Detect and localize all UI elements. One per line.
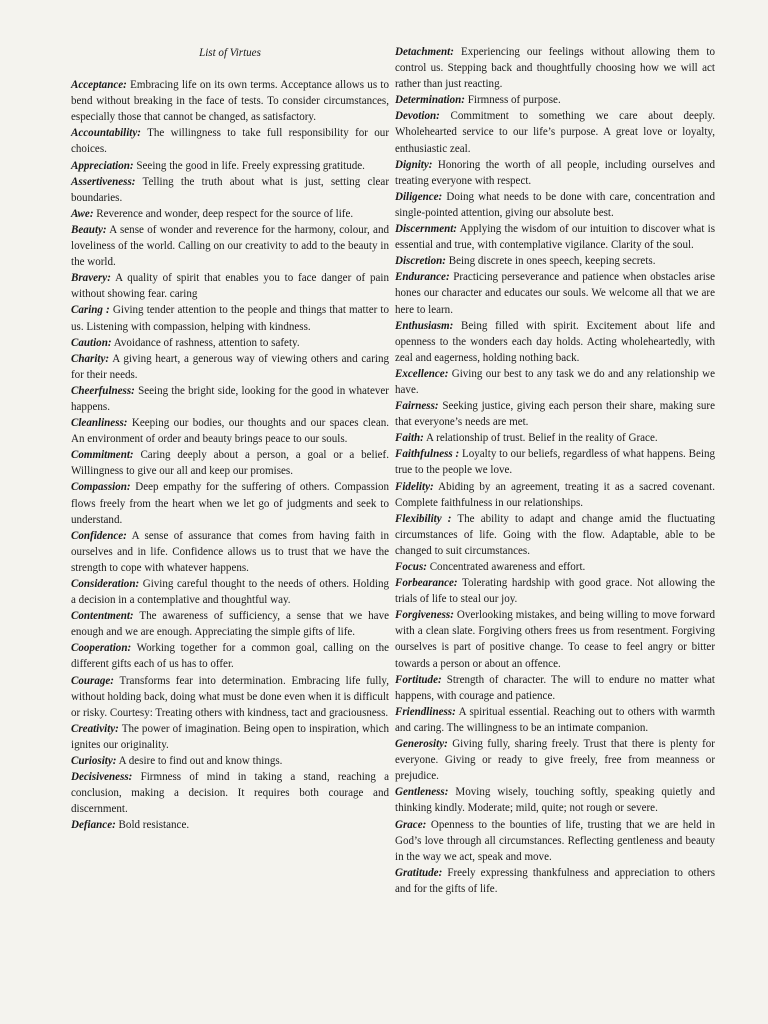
virtue-entry bbox=[71, 576, 389, 608]
virtue-definition: Caring deeply about a person, a goal or a belief. Willingness to give our all and keep our promises. bbox=[71, 449, 389, 478]
virtue-term: Caring : bbox=[71, 304, 110, 317]
virtue-definition: Working together for a common goal, calling on the different gifts each of us has to offer. bbox=[71, 642, 390, 671]
virtue-term: Accountability: bbox=[71, 127, 141, 140]
virtue-definition: The ability to adapt and change amid the fluctuating circumstances of life. Going with the flow. Adaptable, able to be changed to suit circumstances. bbox=[395, 512, 716, 557]
virtue-entry bbox=[395, 398, 715, 430]
virtue-entry bbox=[395, 784, 715, 816]
virtue-entry bbox=[71, 206, 389, 222]
left-column bbox=[71, 44, 389, 897]
virtue-entry bbox=[395, 269, 715, 317]
virtue-definition: Seeing the bright side, looking for the good in whatever happens. bbox=[71, 384, 389, 413]
virtue-term: Enthusiasm: bbox=[395, 319, 454, 332]
virtue-definition: A quality of spirit that enables you to face danger of pain without showing fear. caring bbox=[71, 272, 390, 301]
virtue-term: Determination: bbox=[395, 94, 465, 107]
virtue-definition: Giving careful thought to the needs of others. Holding a decision in a contemplative and thoughtful way. bbox=[71, 578, 389, 607]
virtue-definition: Telling the truth about what is just, setting clear boundaries. bbox=[71, 175, 390, 204]
virtue-entry bbox=[395, 366, 715, 398]
virtue-entry bbox=[71, 721, 389, 753]
virtue-term: Detachment: bbox=[395, 46, 454, 58]
virtue-term: Bravery: bbox=[71, 272, 111, 285]
virtue-term: Gentleness: bbox=[395, 786, 449, 799]
virtue-entry bbox=[71, 174, 389, 206]
virtue-definition: The power of imagination. Being open to inspiration, which ignites our originality. bbox=[71, 722, 389, 751]
virtue-term: Contentment: bbox=[71, 610, 134, 623]
virtue-definition: Giving our best to any task we do and any relationship we have. bbox=[395, 367, 715, 396]
virtue-entry bbox=[71, 270, 389, 302]
virtue-term: Generosity: bbox=[395, 738, 448, 751]
virtue-term: Consideration: bbox=[71, 578, 140, 590]
virtue-definition: Being filled with spirit. Excitement about life and openness to the wonders each day holds. Acting wholeheartedly, with zeal and eagerness, holding nothing back. bbox=[395, 319, 715, 364]
virtue-entry bbox=[71, 415, 389, 447]
virtue-entry bbox=[71, 817, 389, 833]
virtue-entry bbox=[395, 430, 715, 446]
virtue-definition: Moving wisely, touching softly, speaking quietly and thinking kindly. Moderate; mild, quite; not rough or severe. bbox=[395, 786, 715, 815]
virtue-term: Fortitude: bbox=[395, 673, 442, 686]
virtue-definition: Giving tender attention to the people and things that matter to us. Listening with compassion, helping with kindness. bbox=[71, 304, 389, 333]
virtue-entry bbox=[395, 479, 715, 511]
virtue-term: Commitment: bbox=[71, 449, 134, 462]
virtue-term: Cheerfulness: bbox=[71, 384, 135, 397]
virtue-entry bbox=[395, 44, 715, 92]
virtue-entry bbox=[71, 640, 389, 672]
virtue-term: Assertiveness: bbox=[71, 175, 136, 188]
virtue-term: Awe: bbox=[71, 207, 94, 220]
virtue-entry bbox=[71, 77, 389, 125]
virtue-definition: Bold resistance. bbox=[118, 819, 190, 832]
virtue-term: Fidelity: bbox=[395, 480, 434, 493]
virtue-definition: Embracing life on its own terms. Acceptance allows us to bend without breaking in the face of tests. To consider circumstances, especially those that cannot be changed, as satisfactory. bbox=[71, 79, 390, 124]
virtue-term: Caution: bbox=[71, 336, 112, 349]
virtue-entry bbox=[71, 222, 389, 270]
virtue-term: Discernment: bbox=[395, 223, 457, 236]
virtue-definition: Seeing the good in life. Freely expressing gratitude. bbox=[136, 159, 365, 172]
right-column bbox=[395, 44, 715, 897]
virtue-entry bbox=[395, 672, 715, 704]
virtue-term: Focus: bbox=[395, 561, 427, 573]
virtue-term: Excellence: bbox=[395, 367, 449, 380]
virtue-term: Forgiveness: bbox=[395, 609, 454, 622]
virtue-entry bbox=[71, 351, 389, 383]
virtue-definition: Firmness of mind in taking a stand, reaching a conclusion, making a decision. It requires both courage and discernment. bbox=[71, 771, 389, 816]
virtue-term: Curiosity: bbox=[71, 755, 117, 768]
virtue-definition: Experiencing our feelings without allowing them to control us. Stepping back and thoughtfully choosing how we will act rather than just reacting. bbox=[395, 46, 715, 91]
virtue-term: Dignity: bbox=[395, 158, 433, 171]
virtue-term: Faith: bbox=[395, 432, 424, 445]
virtue-definition: Reverence and wonder, deep respect for the source of life. bbox=[96, 207, 354, 220]
page-title: List of Virtues bbox=[199, 47, 261, 59]
virtue-term: Cleanliness: bbox=[71, 417, 128, 430]
virtue-entry bbox=[71, 125, 389, 157]
virtue-definition: Practicing perseverance and patience when obstacles arise hones our character and educates our souls. We welcome all that we are here to learn. bbox=[395, 271, 715, 316]
virtue-entry bbox=[71, 769, 389, 817]
virtue-definition: Loyalty to our beliefs, regardless of what happens. Being true to the people we love. bbox=[395, 448, 715, 477]
virtue-entry bbox=[395, 253, 715, 269]
virtue-term: Courage: bbox=[71, 674, 114, 687]
virtue-term: Grace: bbox=[395, 818, 427, 831]
virtue-entry bbox=[395, 511, 715, 559]
right-entry-list bbox=[395, 44, 715, 897]
virtue-entry bbox=[71, 383, 389, 415]
virtue-term: Gratitude: bbox=[395, 866, 443, 879]
virtue-definition: Transforms fear into determination. Embracing life fully, without holding back, doing what must be done even when it is difficult or risky. Courtesy: Treating others with kindness, tact and graciousness. bbox=[71, 674, 390, 719]
virtue-entry bbox=[395, 189, 715, 221]
virtue-entry bbox=[395, 865, 715, 897]
virtue-definition: Overlooking mistakes, and being willing to move forward with a clean slate. Forgiving others frees us from resentment. Forgiving ourselves is part of positive change. To cease to feel angry or bitter towards a person or about an offence. bbox=[395, 609, 716, 670]
virtue-entry bbox=[71, 158, 389, 174]
virtue-definition: A sense of assurance that comes from having faith in ourselves and in life. Confidence allows us to trust that we have the strength to cope with whatever happens. bbox=[71, 529, 389, 574]
virtue-term: Forbearance: bbox=[395, 577, 458, 590]
virtue-definition: Deep empathy for the suffering of others. Compassion flows freely from the heart when we let go of judgments and seek to understand. bbox=[71, 481, 389, 526]
virtue-term: Acceptance: bbox=[71, 79, 127, 92]
virtue-term: Confidence: bbox=[71, 529, 127, 542]
virtue-term: Faithfulness : bbox=[395, 448, 460, 461]
virtue-entry bbox=[395, 108, 715, 156]
virtue-term: Devotion: bbox=[395, 110, 440, 123]
virtue-entry bbox=[71, 528, 389, 576]
virtue-entry bbox=[395, 607, 715, 671]
virtue-entry bbox=[71, 673, 389, 721]
virtue-definition: Honoring the worth of all people, including ourselves and treating everyone with respect. bbox=[395, 158, 716, 187]
virtue-term: Decisiveness: bbox=[71, 771, 133, 784]
virtue-entry bbox=[395, 221, 715, 253]
left-entry-list bbox=[71, 77, 389, 833]
virtue-term: Endurance: bbox=[395, 271, 450, 284]
virtue-term: Charity: bbox=[71, 352, 110, 365]
virtue-entry bbox=[395, 575, 715, 607]
virtue-term: Flexibility : bbox=[395, 512, 452, 525]
virtue-entry bbox=[395, 446, 715, 478]
virtue-entry bbox=[395, 736, 715, 784]
virtue-definition: A giving heart, a generous way of viewing others and caring for their needs. bbox=[71, 352, 389, 381]
virtue-entry bbox=[71, 335, 389, 351]
virtue-entry bbox=[71, 447, 389, 479]
virtue-term: Defiance: bbox=[71, 819, 116, 832]
virtue-term: Diligence: bbox=[395, 190, 443, 203]
virtue-definition: Seeking justice, giving each person their share, making sure that everyone’s needs are met. bbox=[395, 400, 715, 429]
virtue-entry bbox=[395, 157, 715, 189]
virtue-definition: Concentrated awareness and effort. bbox=[429, 561, 586, 573]
virtue-definition: A desire to find out and know things. bbox=[118, 755, 283, 768]
virtue-term: Discretion: bbox=[395, 255, 446, 268]
virtue-definition: A relationship of trust. Belief in the reality of Grace. bbox=[426, 432, 658, 445]
virtue-entry bbox=[71, 302, 389, 334]
virtue-definition: Being discrete in ones speech, keeping secrets. bbox=[448, 255, 656, 268]
virtue-definition: Strength of character. The will to endure no matter what happens, with courage and patience. bbox=[395, 673, 716, 702]
virtue-term: Fairness: bbox=[395, 400, 439, 413]
virtue-entry bbox=[395, 559, 715, 575]
virtue-term: Compassion: bbox=[71, 481, 131, 494]
virtue-entry bbox=[71, 753, 389, 769]
virtue-entry bbox=[395, 318, 715, 366]
virtue-definition: Doing what needs to be done with care, concentration and single-pointed attention, giving our absolute best. bbox=[395, 190, 715, 219]
virtue-definition: A sense of wonder and reverence for the harmony, colour, and loveliness of the world. Calling on our creativity to add to the beauty in the world. bbox=[71, 223, 390, 269]
virtue-definition: Abiding by an agreement, treating it as a sacred covenant. Complete faithfulness in our relationships. bbox=[395, 480, 715, 509]
virtue-entry bbox=[395, 92, 715, 108]
virtue-definition: Commitment to something we care about deeply. Wholehearted service to our life’s purpose. A great love or loyalty, enthusiastic zeal. bbox=[395, 110, 716, 155]
virtue-term: Creativity: bbox=[71, 722, 119, 735]
virtue-term: Friendliness: bbox=[395, 705, 456, 718]
virtue-entry bbox=[71, 479, 389, 527]
virtue-definition: Firmness of purpose. bbox=[467, 94, 561, 107]
two-column-layout bbox=[71, 44, 716, 897]
virtue-definition: Avoidance of rashness, attention to safety. bbox=[113, 336, 300, 349]
virtue-definition: Freely expressing thankfulness and appreciation to others and for the gifts of life. bbox=[395, 866, 715, 895]
virtue-entry bbox=[395, 817, 715, 865]
virtue-entry bbox=[71, 608, 389, 640]
virtue-entry bbox=[395, 704, 715, 736]
virtue-definition: The awareness of sufficiency, a sense that we have enough and we are enough. Appreciating the simple gifts of life. bbox=[71, 610, 389, 639]
virtue-definition: Tolerating hardship with good grace. Not allowing the trials of life to steal our joy. bbox=[395, 577, 716, 606]
virtue-term: Beauty: bbox=[71, 223, 107, 236]
virtue-term: Appreciation: bbox=[71, 159, 134, 172]
virtue-definition: A spiritual essential. Reaching out to others with warmth and caring. The willingness to be an intimate companion. bbox=[395, 705, 715, 734]
virtue-term: Cooperation: bbox=[71, 642, 132, 655]
virtue-definition: Keeping our bodies, our thoughts and our spaces clean. An environment of order and beauty brings peace to our souls. bbox=[71, 417, 390, 446]
virtue-definition: Openness to the bounties of life, trusting that we are held in God’s love through all circumstances. Reflecting gentleness and beauty in the way we act, speak and move. bbox=[395, 818, 715, 863]
virtue-definition: The willingness to take full responsibility for our choices. bbox=[71, 127, 390, 156]
virtue-definition: Giving fully, sharing freely. Trust that there is plenty for everyone. Giving or ready to give freely, free from meanness or prejudice. bbox=[395, 738, 715, 783]
virtue-definition: Applying the wisdom of our intuition to discover what is essential and true, with contemplative vigilance. Clarity of the soul. bbox=[395, 223, 715, 252]
